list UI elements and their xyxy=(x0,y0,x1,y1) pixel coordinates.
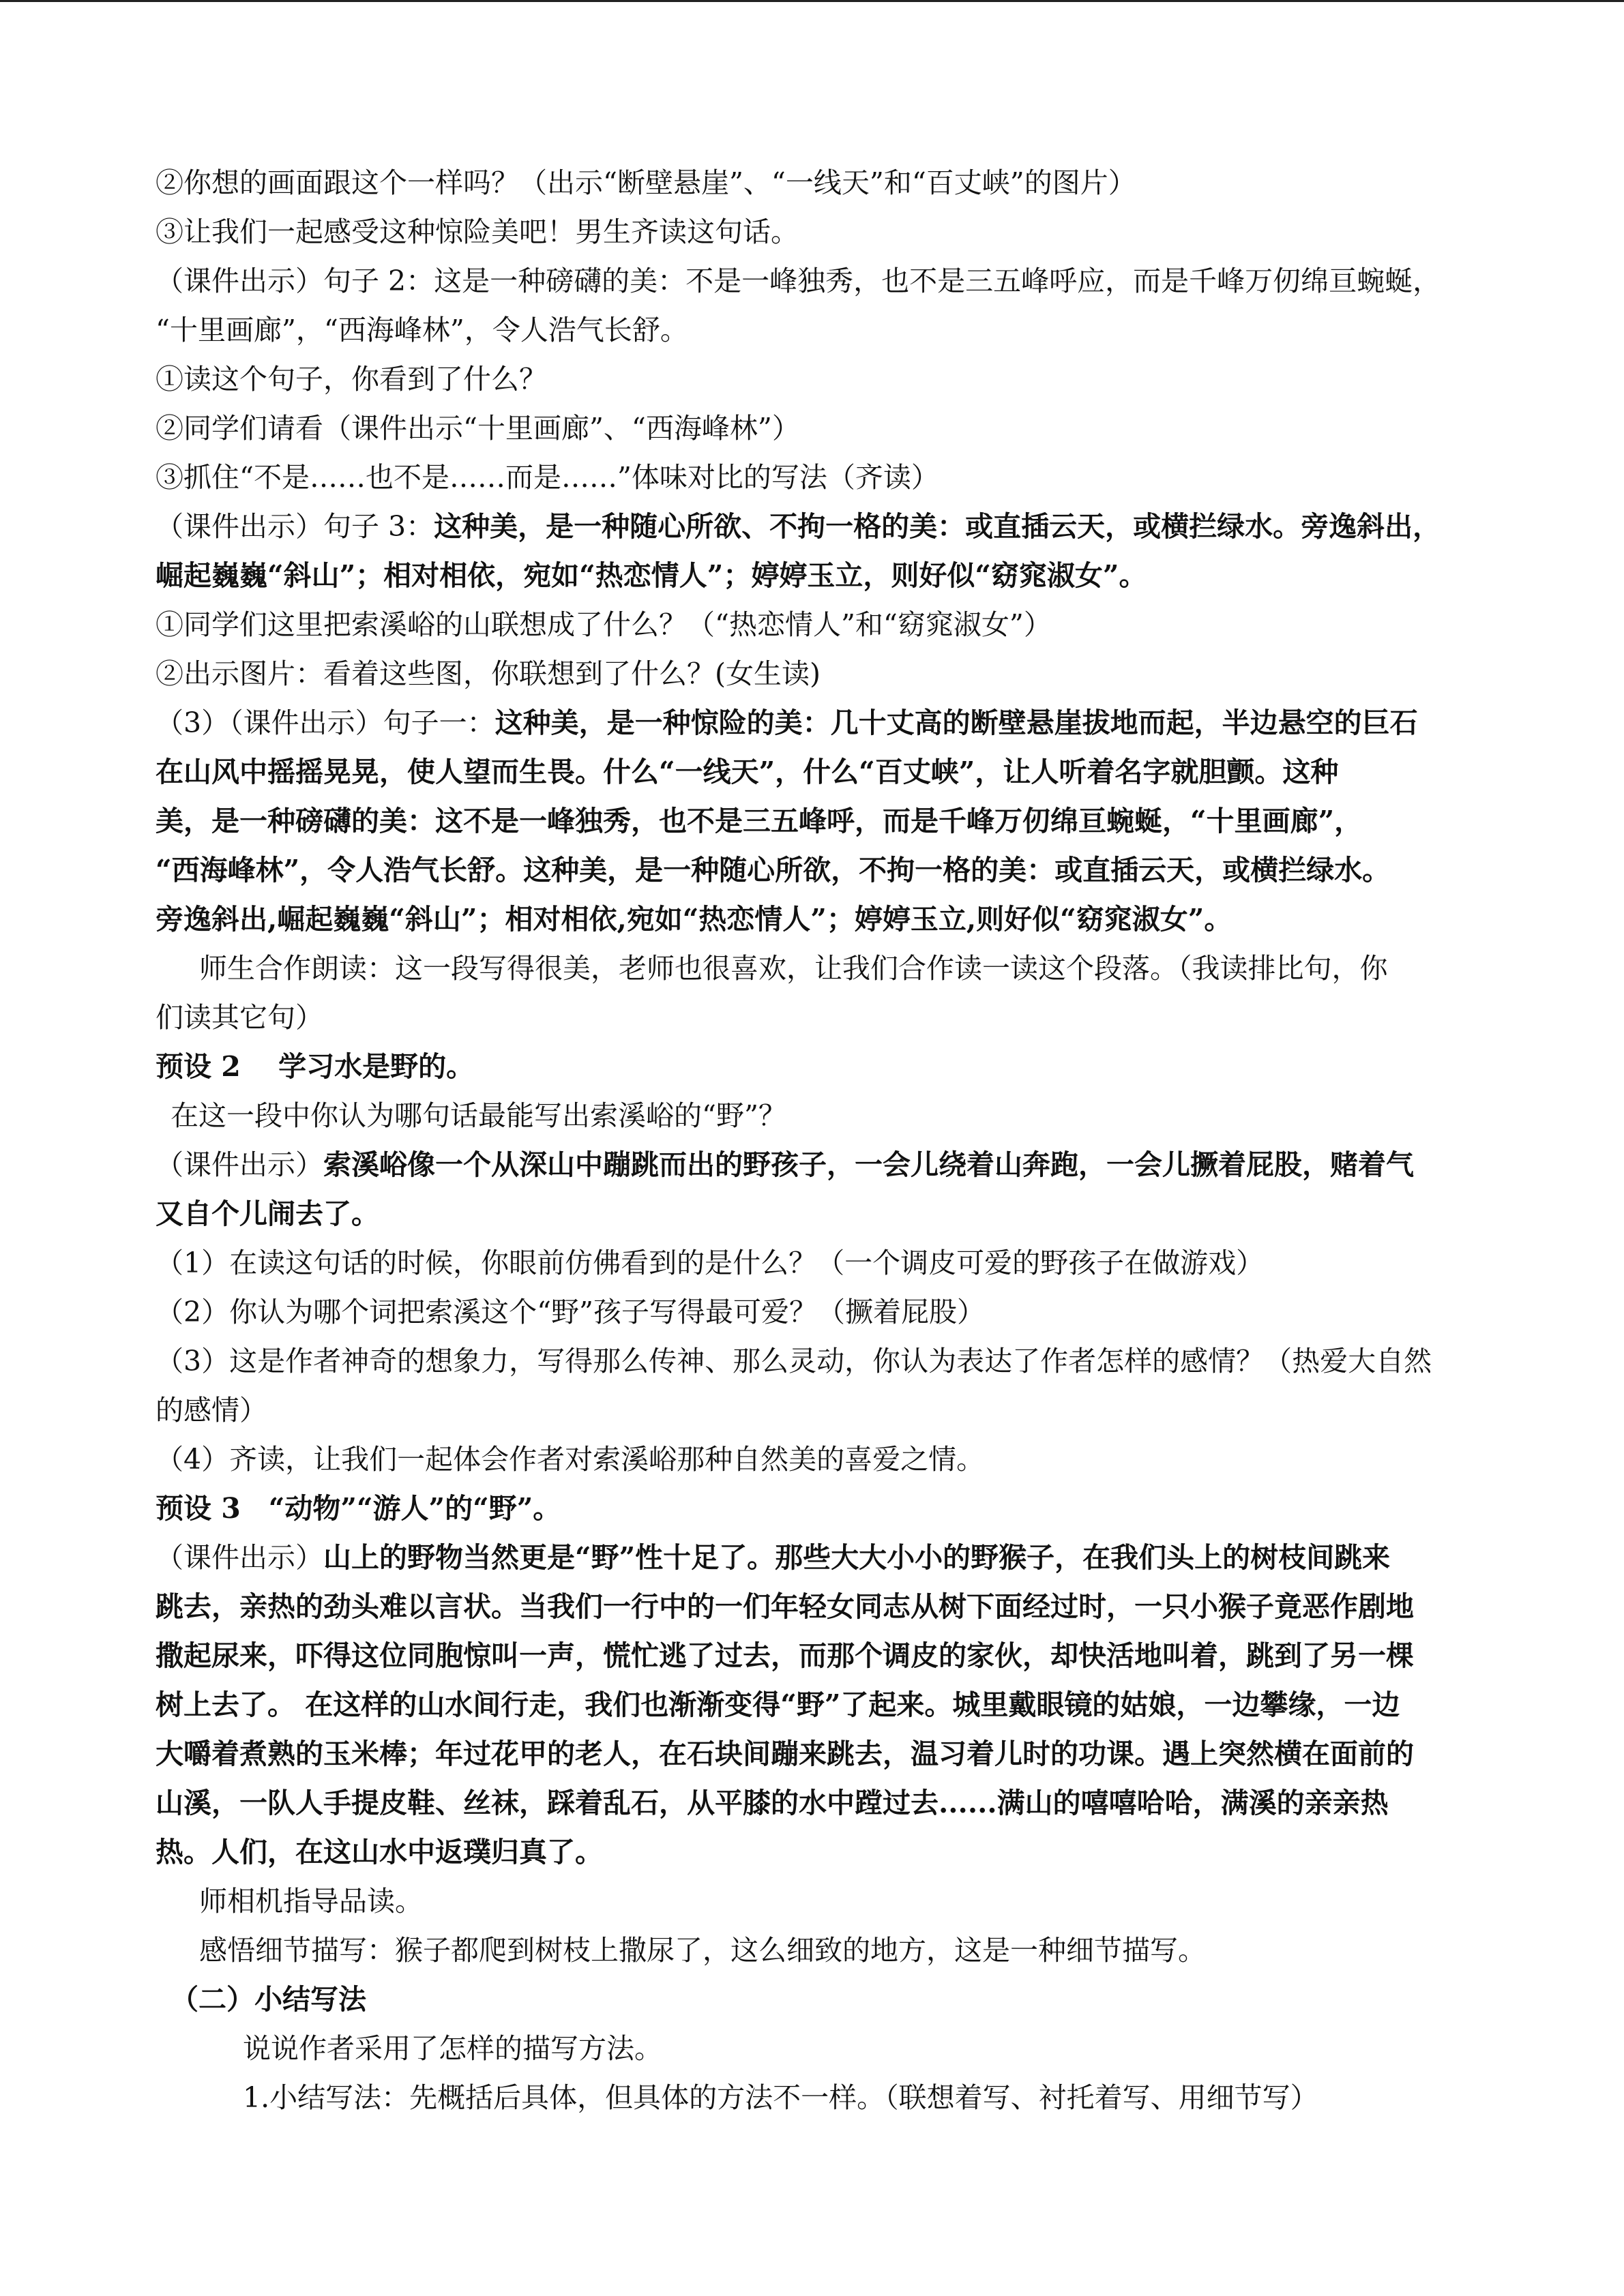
text-line xyxy=(156,895,1465,944)
text-line xyxy=(156,1582,1465,1631)
text-segment: 1.小结写法：先概括后具体，但具体的方法不一样。（联想着写、衬托着写、用细节写） xyxy=(243,2081,1318,2114)
text-segment: 在这一段中你认为哪句话最能写出索溪峪的“野”？ xyxy=(171,1099,786,1132)
text-segment: ①同学们这里把索溪峪的山联想成了什么？（“热恋情人”和“窈窕淑女”） xyxy=(156,608,1052,641)
text-line xyxy=(156,1042,1465,1091)
text-line xyxy=(156,158,1465,207)
text-line xyxy=(156,1189,1465,1238)
text-line xyxy=(156,1091,1465,1140)
text-line xyxy=(156,1631,1465,1680)
text-line xyxy=(156,698,1465,747)
text-line xyxy=(156,796,1465,846)
text-line xyxy=(156,649,1465,698)
text-line xyxy=(156,747,1465,796)
text-segment: （2）你认为哪个词把索溪这个“野”孩子写得最可爱？（撅着屁股） xyxy=(156,1296,986,1328)
document-body xyxy=(156,158,1465,2122)
text-line xyxy=(156,1680,1465,1729)
text-line xyxy=(156,1386,1465,1435)
text-segment: （课件出示）句子 3： xyxy=(156,510,434,543)
bold-text: 这种美，是一种随心所欲、不拘一格的美：或直插云天，或横拦绿水。旁逸斜出， xyxy=(434,510,1441,543)
text-line xyxy=(156,600,1465,649)
text-line xyxy=(156,1238,1465,1287)
text-line xyxy=(156,1287,1465,1337)
text-line xyxy=(156,1926,1465,1975)
text-line xyxy=(156,404,1465,453)
text-segment: （课件出示） xyxy=(156,1541,323,1574)
text-line xyxy=(156,1533,1465,1582)
text-segment: （3）这是作者神奇的想象力，写得那么传神、那么灵动，你认为表达了作者怎样的感情？（热爱大自然 xyxy=(156,1345,1432,1377)
text-line xyxy=(156,453,1465,502)
text-segment: （课件出示） xyxy=(156,1148,323,1181)
page-top-border xyxy=(0,0,1624,2)
text-line xyxy=(156,2073,1465,2122)
text-line xyxy=(156,1337,1465,1386)
text-line xyxy=(156,993,1465,1042)
bold-text: 树上去了。 在这样的山水间行走，我们也渐渐变得“野”了起来。城里戴眼镜的姑娘，一边攀缘，一边 xyxy=(156,1688,1400,1721)
bold-text: 跳去，亲热的劲头难以言状。当我们一行中的一们年轻女同志从树下面经过时，一只小猴子竟恶作剧地 xyxy=(156,1590,1414,1623)
text-segment: ③抓住“不是……也不是……而是……”体味对比的写法（齐读） xyxy=(156,461,939,494)
text-line xyxy=(156,305,1465,355)
text-segment: 师生合作朗读：这一段写得很美，老师也很喜欢，让我们合作读一读这个段落。（我读排比句，你 xyxy=(199,952,1388,985)
bold-text: 撒起尿来，吓得这位同胞惊叫一声，慌忙逃了过去，而那个调皮的家伙，却快活地叫着，跳到了另一棵 xyxy=(156,1639,1414,1672)
text-segment: （4）齐读，让我们一起体会作者对索溪峪那种自然美的喜爱之情。 xyxy=(156,1443,985,1476)
bold-text: 美，是一种磅礴的美：这不是一峰独秀，也不是三五峰呼，而是千峰万仞绵亘蜿蜒，“十里画廊”， xyxy=(156,805,1363,837)
text-line xyxy=(156,502,1465,551)
text-segment: ②你想的画面跟这个一样吗？（出示“断壁悬崖”、“一线天”和“百丈峡”的图片） xyxy=(156,166,1136,199)
text-segment: 们读其它句） xyxy=(156,1001,323,1034)
text-segment: （课件出示）句子 2：这是一种磅礴的美：不是一峰独秀，也不是三五峰呼应，而是千峰万仞绵亘蜿蜒， xyxy=(156,265,1441,297)
bold-text: 崛起巍巍“斜山”；相对相依，宛如“热恋情人”；婷婷玉立，则好似“窈窕淑女”。 xyxy=(156,559,1147,592)
bold-text: 大嚼着煮熟的玉米棒；年过花甲的老人，在石块间蹦来跳去，温习着儿时的功课。遇上突然横在面前的 xyxy=(156,1738,1414,1770)
text-segment: ②出示图片：看着这些图，你联想到了什么？(女生读) xyxy=(156,657,821,690)
text-line xyxy=(156,1975,1465,2024)
text-line xyxy=(156,2024,1465,2073)
bold-text: 山上的野物当然更是“野”性十足了。那些大大小小的野猴子，在我们头上的树枝间跳来 xyxy=(323,1541,1391,1574)
text-line xyxy=(156,1729,1465,1778)
bold-text: 山溪，一队人手提皮鞋、丝袜，踩着乱石，从平膝的水中蹚过去......满山的嘻嘻哈哈，满溪的亲亲热 xyxy=(156,1787,1389,1819)
bold-text: 索溪峪像一个从深山中蹦跳而出的野孩子，一会儿绕着山奔跑，一会儿撅着屁股，赌着气 xyxy=(323,1148,1414,1181)
bold-text: 又自个儿闹去了。 xyxy=(156,1197,379,1230)
text-line xyxy=(156,355,1465,404)
text-line xyxy=(156,1435,1465,1484)
bold-text: 预设 3 “动物”“游人”的“野”。 xyxy=(156,1492,561,1525)
text-segment: 说说作者采用了怎样的描写方法。 xyxy=(243,2032,662,2065)
text-segment: （3）（课件出示）句子一： xyxy=(156,706,495,739)
text-line xyxy=(156,256,1465,305)
text-line xyxy=(156,207,1465,256)
text-segment: 感悟细节描写：猴子都爬到树枝上撒尿了，这么细致的地方，这是一种细节描写。 xyxy=(199,1934,1206,1967)
text-segment: “十里画廊”，“西海峰林”，令人浩气长舒。 xyxy=(156,314,688,346)
text-line xyxy=(156,1778,1465,1828)
text-line xyxy=(156,1877,1465,1926)
text-line xyxy=(156,551,1465,600)
text-segment: （1）在读这句话的时候，你眼前仿佛看到的是什么？（一个调皮可爱的野孩子在做游戏） xyxy=(156,1247,1265,1279)
bold-text: 热。人们，在这山水中返璞归真了。 xyxy=(156,1836,603,1868)
text-line xyxy=(156,1140,1465,1189)
text-segment: 的感情） xyxy=(156,1394,267,1427)
text-line xyxy=(156,1484,1465,1533)
text-segment: ①读这个句子，你看到了什么？ xyxy=(156,363,547,396)
bold-text: （二）小结写法 xyxy=(171,1983,366,2016)
bold-text: “西海峰林”，令人浩气长舒。这种美，是一种随心所欲，不拘一格的美：或直插云天，或横拦绿水。 xyxy=(156,854,1391,886)
bold-text: 旁逸斜出,崛起巍巍“斜山”；相对相依,宛如“热恋情人”；婷婷玉立,则好似“窈窕淑女”。 xyxy=(156,903,1232,936)
text-line xyxy=(156,944,1465,993)
bold-text: 在山风中摇摇晃晃，使人望而生畏。什么“一线天”，什么“百丈峡”，让人听着名字就胆颤。这种 xyxy=(156,756,1339,788)
text-line xyxy=(156,846,1465,895)
text-segment: 师相机指导品读。 xyxy=(199,1885,423,1918)
text-segment: ②同学们请看（课件出示“十里画廊”、“西海峰林”） xyxy=(156,412,800,445)
bold-text: 这种美，是一种惊险的美：几十丈高的断壁悬崖拔地而起，半边悬空的巨石 xyxy=(494,706,1418,739)
bold-text: 预设 2 学习水是野的。 xyxy=(156,1050,475,1083)
text-line xyxy=(156,1828,1465,1877)
text-segment: ③让我们一起感受这种惊险美吧！男生齐读这句话。 xyxy=(156,215,799,248)
